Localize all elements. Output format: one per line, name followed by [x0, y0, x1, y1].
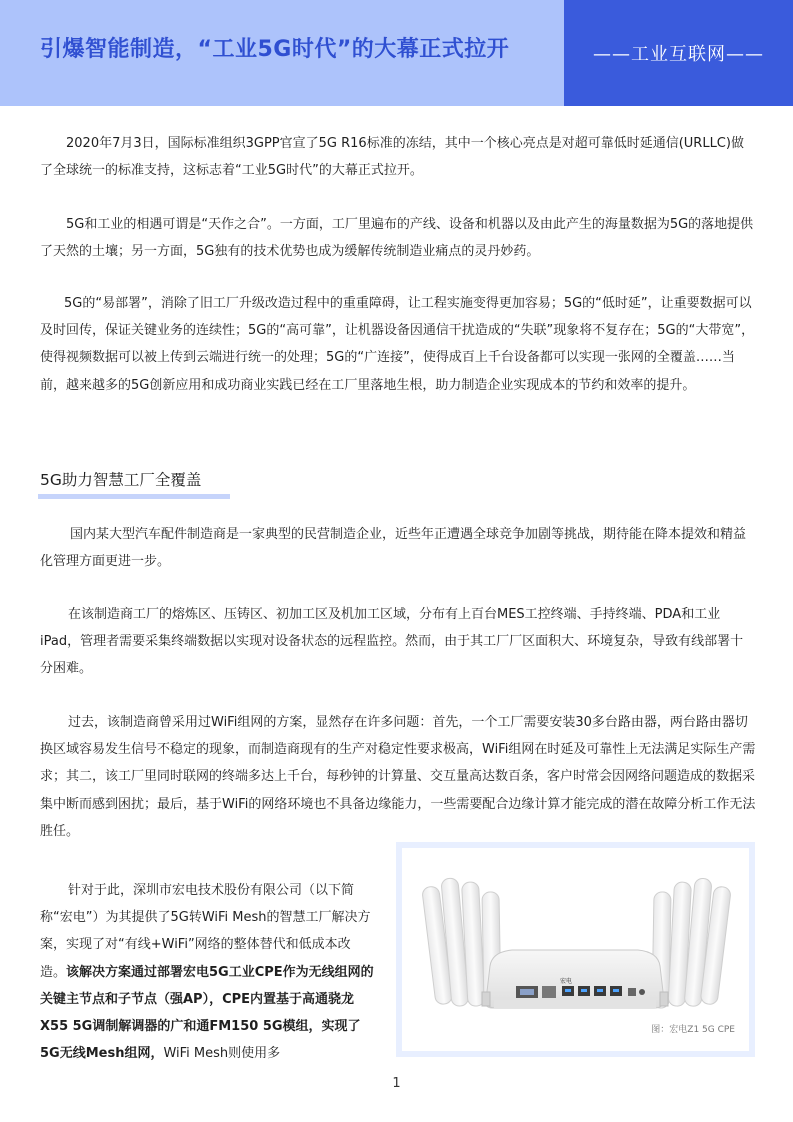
section-heading: 5G助力智慧工厂全覆盖 [40, 471, 202, 489]
brand-label: ——工业互联网—— [593, 44, 764, 65]
paragraph-text-bold: 该解决方案通过部署宏电5G工业CPE作为无线组网的关键主节点和子节点（强AP），CPE内置基于高通骁龙X55 5G调制解调器的广和通FM150 5G模组，实现了5G无线Mesh组网， [40, 964, 374, 1062]
section-heading-underline [38, 494, 230, 499]
router-illustration [402, 848, 749, 1051]
page-number: 1 [392, 1076, 401, 1091]
paragraph-2: 5G和工业的相遇可谓是“天作之合”。一方面，工厂里遍布的产线、设备和机器以及由此产生的海量数据为5G的落地提供了天然的土壤；另一方面，5G独有的技术优势也成为缓解传统制造业痛点的灵丹妙药。 [40, 217, 754, 260]
paragraph-1: 2020年7月3日，国际标准组织3GPP官宣了5G R16标准的冻结，其中一个核心亮点是对超可靠低时延通信(URLLC)做了全球统一的标准支持，这标志着“工业5G时代”的大幕正式拉开。 [40, 136, 744, 179]
section-paragraph-4 [40, 877, 376, 1067]
device-label: 宏电 [560, 978, 573, 985]
page-title: 引爆智能制造，“工业5G时代”的大幕正式拉开 [40, 37, 510, 62]
product-figure [396, 842, 755, 1057]
figure-frame [402, 848, 749, 1051]
section-paragraph-1: 国内某大型汽车配件制造商是一家典型的民营制造企业，近些年正遭遇全球竞争加剧等挑战，期待能在降本提效和精益化管理方面更进一步。 [40, 527, 747, 570]
section-paragraph-2: 在该制造商工厂的熔炼区、压铸区、初加工区及机加工区域，分布有上百台MES工控终端、手持终端、PDA和工业iPad，管理者需要采集终端数据以实现对设备状态的远程监控。然而，由于其工厂厂区面积大、环境复杂，导致有线部署十分困难。 [40, 607, 744, 677]
header-brand-panel [564, 0, 793, 106]
router-body [486, 950, 664, 1008]
right-antennas [652, 878, 731, 1008]
figure-caption: 图：宏电Z1 5G CPE [651, 1025, 735, 1035]
paragraph-text-normal: 针对于此，深圳市宏电技术股份有限公司（以下简称“宏电”）为其提供了5G转WiFi Mesh的智慧工厂解决方案，实现了对“有线+WiFi”网络的整体替代和低成本改造。 [40, 883, 371, 980]
paragraph-3: 5G的“易部署”，消除了旧工厂升级改造过程中的重重障碍，让工程实施变得更加容易；5G的“低时延”，让重要数据可以及时回传，保证关键业务的连续性；5G的“高可靠”，让机器设备因通信干扰造成的“失联”现象将不复存在；5G的“大带宽”，使得视频数据可以被上传到云端进行统一的处理；5G的“广连接”，使得成百上千台设备都可以实现一张网的全覆盖……当前，越来越多的5G创新应用和成功商业实践已经在工厂里落地生根，助力制造企业实现成本的节约和效率的提升。 [40, 296, 755, 393]
paragraph-text-tail: WiFi Mesh则使用多 [163, 1046, 281, 1062]
section-paragraph-3: 过去，该制造商曾采用过WiFi组网的方案，显然存在许多问题：首先，一个工厂需要安装30多台路由器，两台路由器切换区域容易发生信号不稳定的现象，而制造商现有的生产对稳定性要求极高，WiFi组网在时延及可靠性上无法满足实际生产需求；其二，该工厂里同时联网的终端多达上千台，每秒钟的计算量、交互量高达数百条，客户时常会因网络问题造成的数据采集中断而感到困扰；最后，基于WiFi的网络环境也不具备边缘能力，一些需要配合边缘计算才能完成的潜在故障分析工作无法胜任。 [40, 715, 756, 839]
